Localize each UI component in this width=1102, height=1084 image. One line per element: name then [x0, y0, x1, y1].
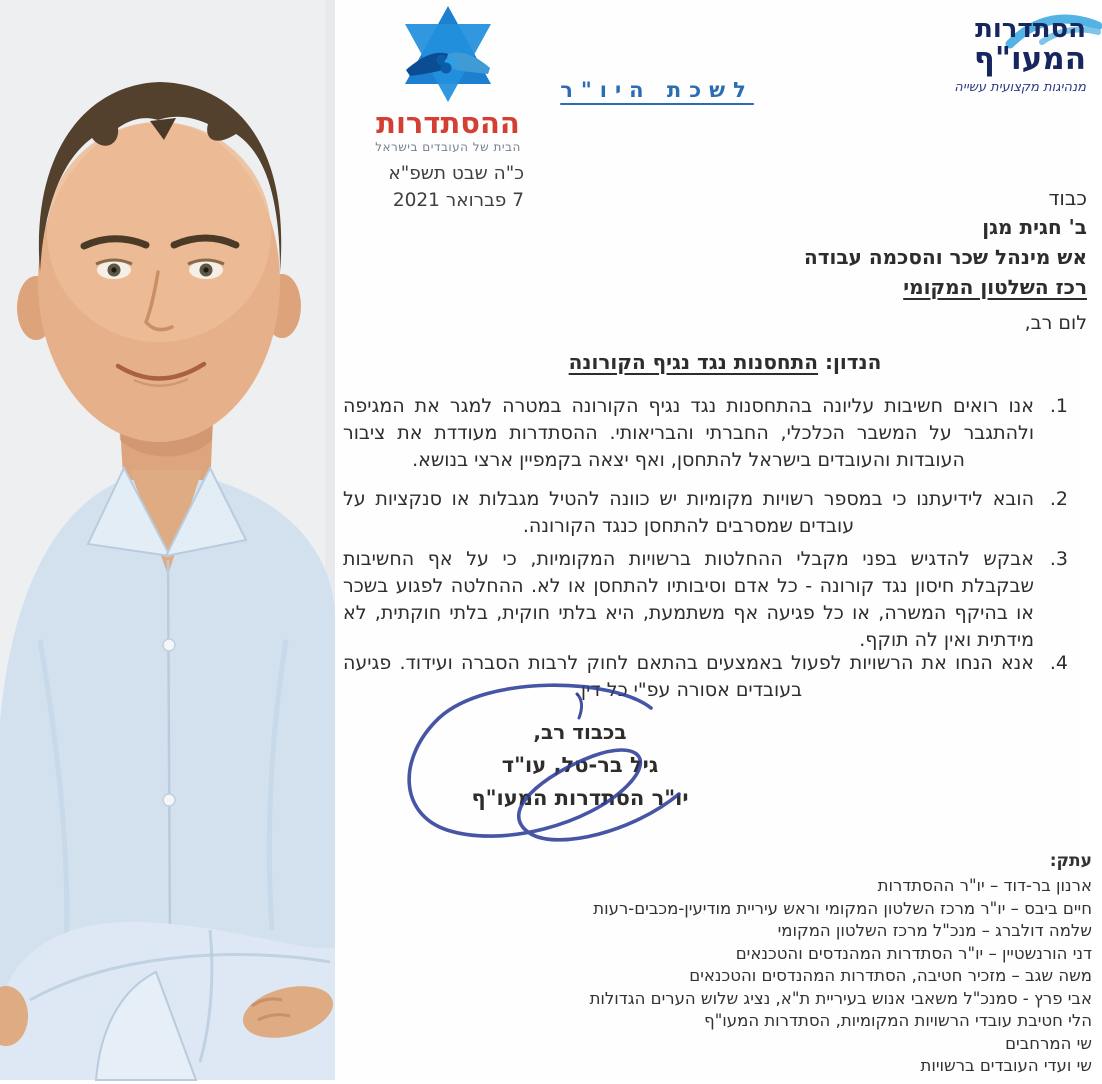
recipient-role: אש מינהל שכר והסכמה עבודה — [804, 245, 1087, 269]
paragraph-3-number: 3. — [1049, 548, 1068, 570]
recipient-honorific: כבוד — [1048, 186, 1087, 210]
cc-item-1: ארנון בר-דוד – יו"ר ההסתדרות — [877, 876, 1092, 895]
signature-name: גיל בר-טל, עו"ד — [501, 753, 659, 777]
signature-closing: בכבוד רב, — [533, 720, 627, 744]
date-hebrew: כ"ה שבט תשפ"א — [388, 163, 524, 184]
paragraph-4 — [343, 650, 1070, 704]
paragraph-1-number: 1. — [1049, 395, 1068, 417]
signature-title: יו"ר הסתדרות המעו"ף — [471, 786, 689, 810]
subject-line — [510, 350, 940, 374]
portrait-photo — [0, 0, 335, 1080]
cc-item-5: משה שגב – מזכיר חטיבה, הסתדרות המהנדסים והטכנאים — [689, 966, 1092, 985]
cc-item-4: דני הורנשטיין – יו"ר הסתדרות המהנדסים והטכנאים — [735, 944, 1092, 963]
cc-heading: עתק: — [1049, 851, 1092, 871]
paragraph-3 — [343, 546, 1070, 654]
cc-item-6: אבי פרץ - סמנכ"ל משאבי אנוש בעיריית ת"א, נציג שלוש הערים הגדולות — [589, 989, 1092, 1008]
cc-item-9: שי ועדי העובדים ברשויות — [920, 1056, 1092, 1075]
histadrut-logo — [363, 6, 533, 154]
recipient-name: ב' חגית מגן — [982, 215, 1087, 239]
paragraph-4-number: 4. — [1049, 652, 1068, 674]
maof-logo-line2: המעו"ף — [973, 41, 1086, 77]
cc-item-7: הלי חטיבת עובדי הרשויות המקומיות, הסתדרות המעו"ף — [704, 1011, 1092, 1030]
letter-document — [335, 0, 1092, 1080]
office-title: לשכת היו"ר — [560, 78, 754, 102]
paragraph-1-text: אנו רואים חשיבות עליונה בהתחסנות נגד נגיף הקורונה במטרה למגר את המגיפה ולהתגבר על המשבר הכלכלי, החברתי והבריאותי. ההסתדרות מעודדת את ציבור העובדות והעובדים בישראל להתחסן, ואף יצאה בקמפיין ארצי בנושא. — [343, 395, 1034, 471]
date-block — [388, 160, 524, 214]
date-gregorian: 7 פברואר 2021 — [392, 190, 524, 211]
maof-logo-tagline: מנהיגות מקצועית עשייה — [954, 80, 1086, 95]
salutation: לום רב, — [1024, 312, 1087, 334]
histadrut-star-handshake-icon — [396, 6, 500, 102]
paragraph-2-text: הובא לידיעתנו כי במספר רשויות מקומיות יש כוונה להטיל מגבלות או סנקציות על עובדים שמסרבים להתחסן כנגד הקורונה. — [343, 488, 1034, 537]
subject-text: התחסנות נגד נגיף הקורונה — [568, 350, 819, 374]
cc-item-3: שלמה דולברג – מנכ"ל מרכז השלטון המקומי — [777, 921, 1092, 940]
recipient-organization: רכז השלטון המקומי — [903, 275, 1087, 299]
portrait-man-illustration — [0, 0, 335, 1080]
subject-label: הנדון: — [825, 350, 882, 374]
paragraph-1 — [343, 393, 1070, 474]
signature-block — [440, 716, 720, 815]
paragraph-2 — [343, 486, 1070, 540]
paragraph-2-number: 2. — [1049, 488, 1068, 510]
histadrut-logo-subtitle: הבית של העובדים בישראל — [375, 140, 521, 154]
histadrut-logo-title: ההסתדרות — [376, 106, 520, 140]
cc-item-8: שי המרחבים — [1005, 1034, 1092, 1053]
maof-logo-line1: הסתדרות — [975, 14, 1086, 44]
paragraph-4-text: אנא הנחו את הרשויות לפעול באמצעים בהתאם לחוק לרבות הסברה ועידוד. פגיעה בעובדים אסורה עפ"י כל דין. — [343, 652, 1034, 701]
cc-item-2: חיים ביבס – יו"ר מרכז השלטון המקומי וראש עיריית מודיעין-מכבים-רעות — [593, 899, 1092, 918]
maof-logo — [946, 16, 1086, 95]
paragraph-3-text: אבקש להדגיש בפני מקבלי ההחלטות ברשויות המקומיות, כי על אף החשיבות שבקבלת חיסון נגד קורונה - כל אדם וסיבותיו להתחסן או לא. ההחלטה לפגוע בשכר או בהיקף המשרה, או כל פגיעה אף משתמעת, היא בלתי חוקית, בלתי חוקתית, לא מידתית ואין לה תוקף. — [343, 548, 1034, 651]
